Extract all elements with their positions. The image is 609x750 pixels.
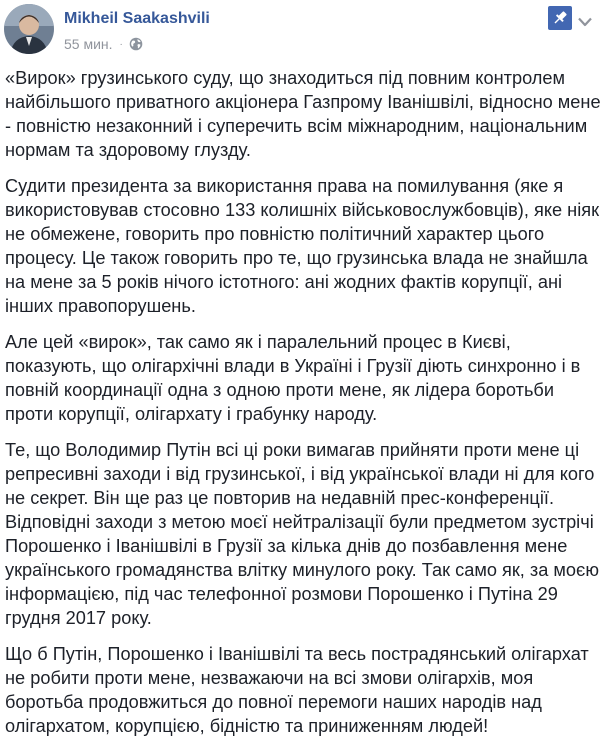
chevron-down-icon[interactable]	[578, 14, 592, 24]
post-text	[5, 66, 605, 750]
post-meta	[64, 36, 143, 52]
post-paragraph: Що б Путін, Порошенко і Іванішвілі та весь пострадянський олігархат не робити проти мене, незважаючи на всі змови олігархів, моя боротьба продовжиться до повної перемоги наших народів над олігархатом, корупцією, бідністю та приниженням людей!	[5, 644, 589, 736]
post-timestamp[interactable]: 55 мин.	[64, 36, 113, 52]
post-paragraph: Але цей «вирок», так само як і паралельний процес в Києві, показують, що олігархічні влади в Україні і Грузії діють синхронно і в повній координації одна з одною проти мене, як лідера боротьби проти корупції, олігархату і грабунку народу.	[5, 332, 581, 424]
meta-separator: ·	[119, 38, 123, 50]
post-paragraph: Судити президента за використання права на помилування (яке я використовував стосовно 133 колишніх військовослужбовців), яке ніяк не обмежене, говорить про повністю політичний характер цього процесу. Це також говорить про те, що грузинська влада не знайшла на мене за 5 років нічого істотного: ані жодних фактів корупції, ані інших правопорушень.	[5, 176, 600, 316]
author-name[interactable]: Mikheil Saakashvili	[64, 10, 210, 27]
post-header	[0, 0, 609, 60]
pin-icon[interactable]	[548, 6, 572, 30]
globe-icon[interactable]	[129, 37, 143, 51]
post-paragraph: «Вирок» грузинського суду, що знаходиться під повним контролем найбільшого приватного акціонера Газпрому Іванішвілі, відносно мене - повністю незаконний і суперечить всім міжнародним, національним нормам та здоровому глузду.	[5, 68, 601, 160]
avatar[interactable]	[4, 4, 54, 54]
post-paragraph: Те, що Володимир Путін всі ці роки вимагав прийняти проти мене ці репресивні заходи і від грузинської, і від української влади ні для кого не секрет. Він ще раз це повторив на недавній прес-конференції. Відповідні заходи з метою моєї нейтралізації були предметом зустрічі Порошенко і Іванішвілі в Грузії за кілька днів до позбавлення мене українського громадянства влітку минулого року. Так само як, за моєю інформацією, під час телефонної розмови Порошенко і Путіна 29 грудня 2017 року.	[5, 440, 599, 628]
